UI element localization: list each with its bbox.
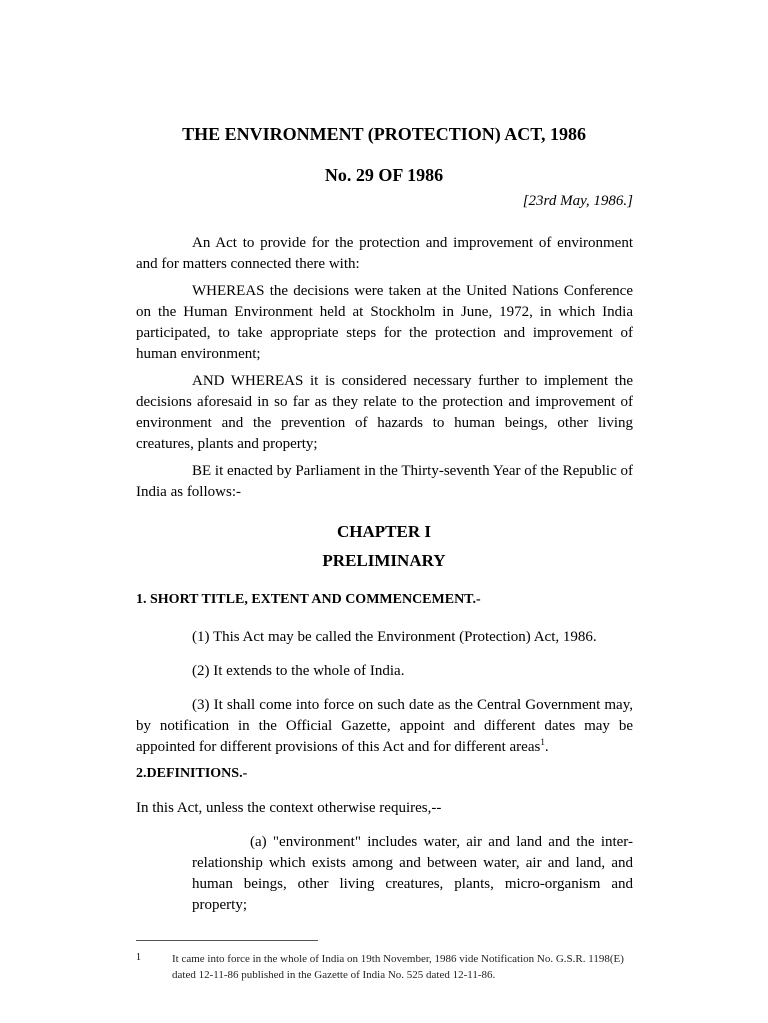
enacting-clause: BE it enacted by Parliament in the Thirty-seventh Year of the Republic of India as follows:-: [136, 463, 633, 500]
document-page: [136, 0, 633, 1023]
preamble-long-title: An Act to provide for the protection and improvement of environment and for matters connected there with:: [136, 235, 633, 272]
section-1-heading: 1. SHORT TITLE, EXTENT AND COMMENCEMENT.-: [136, 592, 481, 607]
preamble-whereas: WHEREAS the decisions were taken at the United Nations Conference on the Human Environment held at Stockholm in June, 1972, in which India participated, to take appropriate steps for the protection and improvement of human environment;: [136, 283, 633, 362]
preamble-and-whereas: AND WHEREAS it is considered necessary further to implement the decisions aforesaid in so far as they relate to the protection and improvement of environment and the prevention of hazards to human beings, other living creatures, plants and property;: [136, 373, 633, 452]
act-title: THE ENVIRONMENT (PROTECTION) ACT, 1986: [182, 124, 586, 144]
act-date: [23rd May, 1986.]: [522, 193, 633, 209]
section-1-clause-2: (2) It extends to the whole of India.: [192, 663, 405, 679]
section-1-clause-1: (1) This Act may be called the Environment (Protection) Act, 1986.: [192, 629, 597, 645]
footnote-reference[interactable]: 1: [540, 737, 545, 747]
chapter-name: PRELIMINARY: [322, 551, 446, 570]
definition-environment: (a) "environment" includes water, air and land and the inter- relationship which exists among and between water, air and land, and human beings, other living creatures, plants, micro-organism and property;: [192, 834, 633, 913]
footnote: [136, 951, 633, 983]
section-2-heading: 2.DEFINITIONS.-: [136, 766, 248, 781]
footnote-text: It came into force in the whole of India on 19th November, 1986 vide Notification No. G.S.R. 1198(E) dated 12-11-86 published in the Gazette of India No. 525 dated 12-11-86.: [172, 953, 624, 981]
section-1-clause-3: (3) It shall come into force on such date as the Central Government may, by notification in the Official Gazette, appoint and different dates may be appointed for different provisions of this Act and for different areas$^1$.: [136, 697, 633, 755]
section-2-intro: In this Act, unless the context otherwise requires,--: [136, 800, 442, 816]
chapter-number: CHAPTER I: [337, 522, 431, 541]
act-number: No. 29 OF 1986: [324, 165, 444, 185]
section-1-clause-3-text: (3) It shall come into force on such date as the Central Government may, by notification in the Official Gazette, appoint and different dates may be appointed for different provisions of this Act and for different areas: [136, 697, 633, 755]
footnote-separator: [136, 940, 318, 941]
footnote-marker: 1: [136, 952, 141, 963]
